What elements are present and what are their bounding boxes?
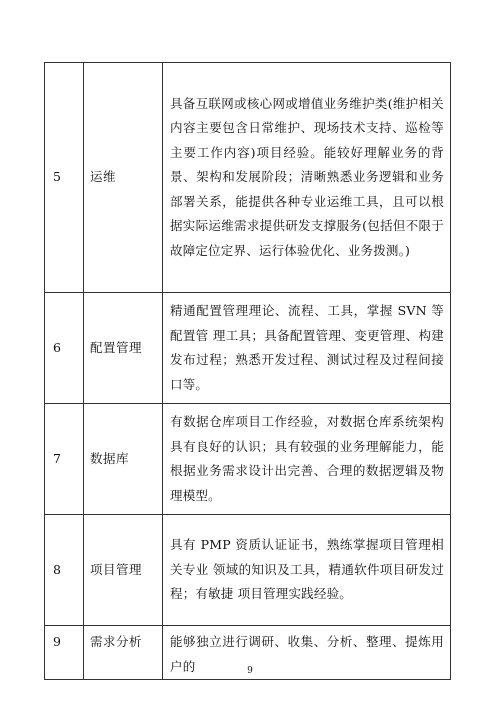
row-number: 8 xyxy=(45,515,84,626)
role-description: 能够独立进行调研、收集、分析、整理、提炼用户的 xyxy=(163,626,451,680)
table-row xyxy=(45,63,451,293)
role-name: 运维 xyxy=(84,63,163,293)
table-row xyxy=(45,515,451,626)
role-name: 配置管理 xyxy=(84,293,163,404)
row-number: 7 xyxy=(45,404,84,515)
table-row xyxy=(45,293,451,404)
role-description: 具备互联网或核心网或增值业务维护类(维护相关内容主要包含日常维护、现场技术支持、巡检等主要工作内容)项目经验。能较好理解业务的背景、架构和发展阶段；清晰熟悉业务逻辑和业务部署关系，能提供各种专业运维工具，且可以根据实际运维需求提供研发支撑服务(包括但不限于故障定位定界、运行体验优化、业务拨测。) xyxy=(163,63,451,293)
role-name: 项目管理 xyxy=(84,515,163,626)
role-description: 具有 PMP 资质认证证书，熟练掌握项目管理相关专业 领域的知识及工具，精通软件项目研发过程；有敏捷 项目管理实践经验。 xyxy=(163,515,451,626)
row-number: 9 xyxy=(45,626,84,680)
row-number: 5 xyxy=(45,63,84,293)
page-number: 9 xyxy=(247,666,253,676)
requirements-table xyxy=(44,62,451,680)
row-number: 6 xyxy=(45,293,84,404)
role-name: 需求分析 xyxy=(84,626,163,680)
table-row xyxy=(45,404,451,515)
role-description: 精通配置管理理论、流程、工具，掌握 SVN 等配置管 理工具；具备配置管理、变更管理、构建发布过程；熟悉开发过程、测试过程及过程间接口等。 xyxy=(163,293,451,404)
role-description: 有数据仓库项目工作经验，对数据仓库系统架构具有良好的认识；具有较强的业务理解能力，能根据业务需求设计出完善、合理的数据逻辑及物理模型。 xyxy=(163,404,451,515)
role-name: 数据库 xyxy=(84,404,163,515)
